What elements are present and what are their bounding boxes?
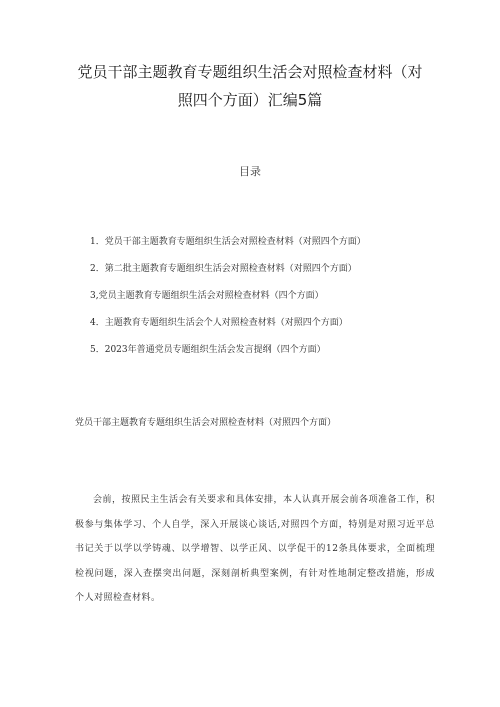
toc-item-4: 4．主题教育专题组织生活会个人对照检查材料（对照四个方面） (90, 318, 348, 328)
toc-item-2: 2．第二批主题教育专题组织生活会对照检查材料（对照四个方面） (90, 264, 357, 274)
document-title: 党员干部主题教育专题组织生活会对照检查材料（对照四个方面）汇编5篇 (77, 63, 423, 109)
toc-item-3: 3,党员主题教育专题组织生活会对照检查材料（四个方面） (90, 291, 324, 301)
toc-item-1: 1．党员干部主题教育专题组织生活会对照检查材料（对照四个方面） (90, 237, 366, 247)
toc-item-5: 5．2023年普通党员专题组织生活会发言提纲（四个方面） (90, 345, 326, 355)
section-heading: 党员干部主题教育专题组织生活会对照检查材料（对照四个方面） (75, 418, 337, 428)
toc-heading: 目录 (239, 165, 261, 178)
body-paragraph: 会前，按照民主生活会有关要求和具体安排，本人认真开展会前各项准备工作，积极参与集体学习、个人自学，深入开展谈心谈话,对照四个方面，特别是对照习近平总书记关于以学以学铸魂、以学增智、以学正风、以学促干的12条具体要求，全面梳理检视问题，深入查摆突出问题，深刻剖析典型案例，有针对性地制定整改措施，形成个人对照检查材料。 (75, 495, 436, 603)
toc-list (90, 236, 470, 371)
